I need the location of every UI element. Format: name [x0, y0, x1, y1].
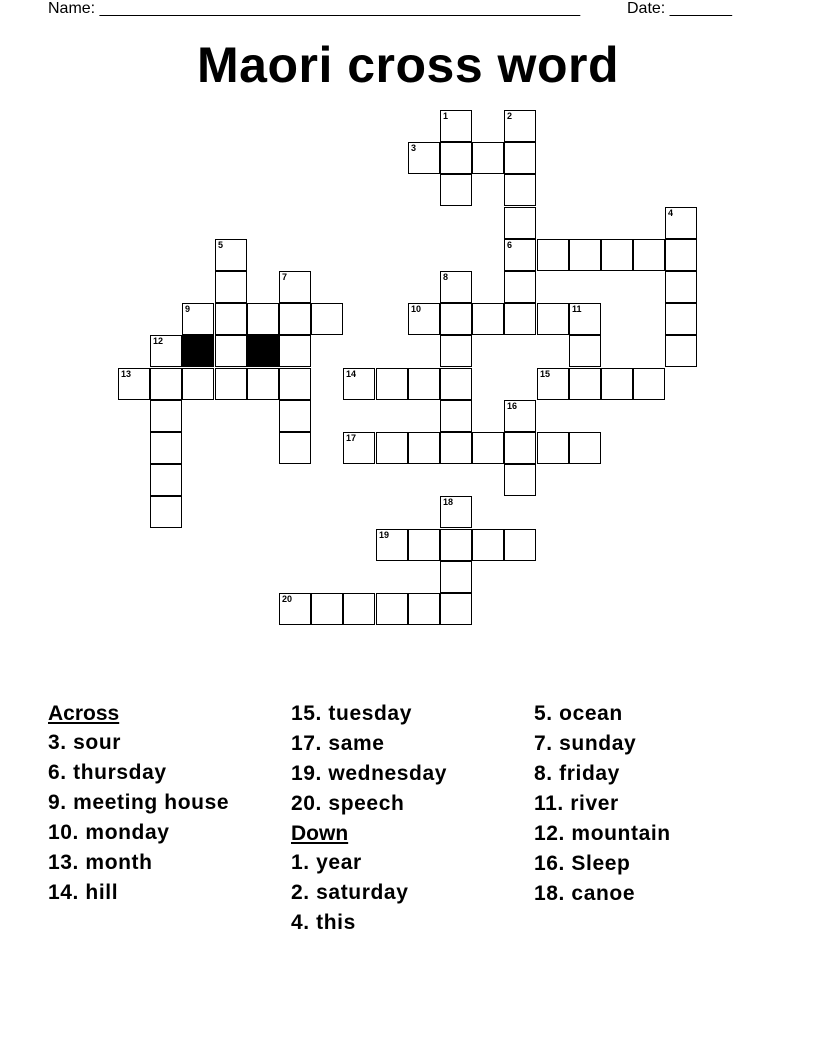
clue-item: 13. month — [48, 851, 153, 874]
clue-number: 18 — [443, 497, 454, 507]
page-title: Maori cross word — [197, 37, 619, 93]
crossword-cell[interactable] — [440, 110, 472, 142]
crossword-cell[interactable] — [215, 271, 247, 303]
crossword-cell[interactable] — [504, 529, 536, 561]
clue-item: 6. thursday — [48, 761, 167, 784]
crossword-cell[interactable] — [150, 496, 182, 528]
clue-number: 15 — [540, 369, 551, 379]
crossword-cell[interactable] — [343, 593, 375, 625]
crossword-cell[interactable] — [408, 529, 440, 561]
crossword-cell[interactable] — [408, 142, 440, 174]
clue-number: 16 — [507, 401, 518, 411]
crossword-cell[interactable] — [601, 239, 633, 271]
clue-item: 8. friday — [534, 762, 620, 785]
clue-number: 17 — [346, 433, 357, 443]
clue-number: 9 — [185, 304, 191, 314]
clue-item: 11. river — [534, 792, 619, 815]
crossword-cell[interactable] — [182, 303, 214, 335]
clue-item: 15. tuesday — [291, 702, 412, 725]
crossword-cell[interactable] — [504, 464, 536, 496]
crossword-cell[interactable] — [215, 303, 247, 335]
crossword-cell[interactable] — [408, 593, 440, 625]
clue-item: 20. speech — [291, 792, 405, 815]
clue-number: 6 — [507, 240, 513, 250]
crossword-cell[interactable] — [215, 239, 247, 271]
clue-number: 5 — [218, 240, 224, 250]
crossword-cell[interactable] — [569, 432, 601, 464]
crossword-cell[interactable] — [279, 303, 311, 335]
crossword-cell[interactable] — [343, 368, 375, 400]
clue-item: 12. mountain — [534, 822, 671, 845]
crossword-cell[interactable] — [504, 110, 536, 142]
crossword-cell[interactable] — [376, 368, 408, 400]
crossword-cell[interactable] — [504, 142, 536, 174]
crossword-cell[interactable] — [279, 400, 311, 432]
crossword-cell[interactable] — [504, 207, 536, 239]
clue-number: 14 — [346, 369, 357, 379]
crossword-blocked-cell — [182, 335, 214, 367]
crossword-cell[interactable] — [279, 432, 311, 464]
crossword-cell[interactable] — [665, 303, 697, 335]
crossword-cell[interactable] — [440, 561, 472, 593]
clue-item: 7. sunday — [534, 732, 637, 755]
crossword-cell[interactable] — [440, 529, 472, 561]
clue-number: 12 — [153, 336, 164, 346]
crossword-cell[interactable] — [440, 271, 472, 303]
crossword-cell[interactable] — [118, 368, 150, 400]
clue-item: 19. wednesday — [291, 762, 448, 785]
crossword-cell[interactable] — [665, 335, 697, 367]
date-field-line: Date: _______ — [627, 0, 732, 17]
name-field-line: Name: ______________________________________________________ — [48, 0, 581, 17]
crossword-cell[interactable] — [569, 335, 601, 367]
crossword-cell[interactable] — [150, 464, 182, 496]
crossword-cell[interactable] — [504, 239, 536, 271]
crossword-cell[interactable] — [537, 239, 569, 271]
crossword-cell[interactable] — [504, 400, 536, 432]
crossword-cell[interactable] — [504, 303, 536, 335]
crossword-cell[interactable] — [150, 432, 182, 464]
clue-number: 3 — [411, 143, 417, 153]
crossword-cell[interactable] — [472, 303, 504, 335]
crossword-cell[interactable] — [408, 303, 440, 335]
crossword-cell[interactable] — [279, 368, 311, 400]
clue-number: 4 — [668, 208, 674, 218]
crossword-cell[interactable] — [569, 368, 601, 400]
clue-item: 10. monday — [48, 821, 170, 844]
clue-column-2 — [291, 702, 531, 941]
clue-number: 2 — [507, 111, 513, 121]
crossword-cell[interactable] — [504, 432, 536, 464]
crossword-cell[interactable] — [247, 368, 279, 400]
crossword-cell[interactable] — [537, 303, 569, 335]
crossword-cell[interactable] — [537, 432, 569, 464]
crossword-cell[interactable] — [376, 432, 408, 464]
clue-item: 14. hill — [48, 881, 119, 904]
crossword-cell[interactable] — [633, 368, 665, 400]
clue-item: 17. same — [291, 732, 385, 755]
crossword-cell[interactable] — [569, 303, 601, 335]
crossword-cell[interactable] — [440, 400, 472, 432]
clue-number: 19 — [379, 530, 390, 540]
crossword-cell[interactable] — [569, 239, 601, 271]
crossword-cell[interactable] — [247, 303, 279, 335]
crossword-cell[interactable] — [472, 529, 504, 561]
clue-number: 7 — [282, 272, 288, 282]
crossword-cell[interactable] — [215, 368, 247, 400]
crossword-cell[interactable] — [279, 271, 311, 303]
crossword-cell[interactable] — [311, 593, 343, 625]
crossword-cell[interactable] — [279, 335, 311, 367]
crossword-cell[interactable] — [150, 400, 182, 432]
crossword-cell[interactable] — [504, 271, 536, 303]
crossword-cell[interactable] — [633, 239, 665, 271]
crossword-cell[interactable] — [472, 432, 504, 464]
crossword-cell[interactable] — [215, 335, 247, 367]
clue-number: 20 — [282, 594, 293, 604]
crossword-cell[interactable] — [504, 174, 536, 206]
crossword-cell[interactable] — [408, 432, 440, 464]
clue-number: 10 — [411, 304, 422, 314]
crossword-cell[interactable] — [440, 593, 472, 625]
clue-item: 3. sour — [48, 731, 122, 754]
crossword-cell[interactable] — [665, 239, 697, 271]
crossword-cell[interactable] — [376, 593, 408, 625]
clue-number: 1 — [443, 111, 449, 121]
clue-item: 4. this — [291, 911, 356, 934]
crossword-cell[interactable] — [408, 368, 440, 400]
across-heading: Across — [48, 702, 120, 725]
crossword-cell[interactable] — [182, 368, 214, 400]
clue-column-3 — [534, 702, 774, 912]
crossword-cell[interactable] — [601, 368, 633, 400]
clue-number: 11 — [572, 304, 582, 314]
crossword-cell[interactable] — [665, 271, 697, 303]
crossword-cell[interactable] — [472, 142, 504, 174]
crossword-cell[interactable] — [440, 432, 472, 464]
crossword-cell[interactable] — [343, 432, 375, 464]
clue-item: 2. saturday — [291, 881, 409, 904]
clue-item: 9. meeting house — [48, 791, 230, 814]
clue-number: 8 — [443, 272, 449, 282]
crossword-cell[interactable] — [440, 303, 472, 335]
crossword-cell[interactable] — [440, 368, 472, 400]
crossword-cell[interactable] — [440, 174, 472, 206]
crossword-cell[interactable] — [440, 335, 472, 367]
crossword-blocked-cell — [247, 335, 279, 367]
crossword-cell[interactable] — [150, 368, 182, 400]
crossword-cell[interactable] — [665, 207, 697, 239]
down-heading: Down — [291, 822, 349, 845]
crossword-cell[interactable] — [440, 142, 472, 174]
clue-item: 16. Sleep — [534, 852, 631, 875]
clue-item: 1. year — [291, 851, 362, 874]
crossword-cell[interactable] — [311, 303, 343, 335]
clue-number: 13 — [121, 369, 132, 379]
clue-column-1 — [48, 702, 248, 911]
crossword-cell[interactable] — [150, 335, 182, 367]
crossword-cell[interactable] — [537, 368, 569, 400]
crossword-cell[interactable] — [440, 496, 472, 528]
clue-item: 5. ocean — [534, 702, 623, 725]
crossword-cell[interactable] — [279, 593, 311, 625]
crossword-cell[interactable] — [376, 529, 408, 561]
clue-item: 18. canoe — [534, 882, 636, 905]
